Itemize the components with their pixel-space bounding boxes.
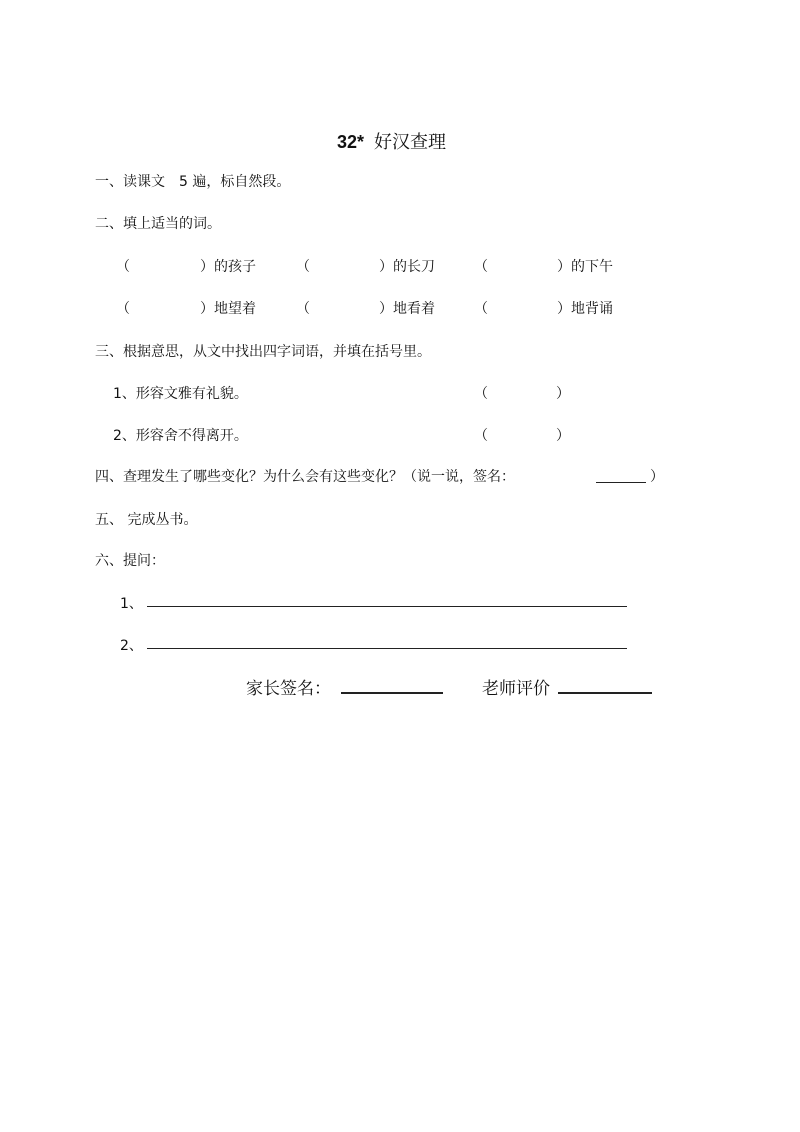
blank-open-paren: （	[474, 259, 488, 275]
question-3-item-1: 1、形容文雅有礼貌。	[113, 386, 248, 402]
lesson-number: 32*	[337, 132, 365, 152]
answer-line	[147, 648, 627, 649]
question-3-item-2: 2、形容舍不得离开。	[113, 428, 248, 444]
blank-open-paren: （	[296, 301, 310, 317]
question-1: 一、读课文 5 遍，标自然段。	[95, 174, 291, 190]
blank-suffix: ）的下午	[557, 259, 613, 275]
blank-open-paren: （	[474, 428, 488, 444]
question-2-heading: 二、填上适当的词。	[95, 216, 221, 232]
blank-suffix: ）的长刀	[379, 259, 435, 275]
question-6-heading: 六、提问：	[95, 553, 165, 569]
lesson-title: 好汉查理	[374, 132, 447, 153]
blank-open-paren: （	[474, 386, 488, 402]
signature-blank-line	[596, 482, 646, 483]
blank-suffix: ）地看着	[379, 301, 435, 317]
teacher-evaluation-line	[558, 692, 652, 694]
question-6-item-1: 1、	[120, 596, 143, 612]
question-4: 四、查理发生了哪些变化？为什么会有这些变化？（说一说，签名：	[95, 469, 515, 485]
parent-signature-label: 家长签名：	[246, 679, 331, 699]
blank-close-paren: ）	[556, 386, 570, 402]
page-title	[337, 128, 446, 154]
question-5: 五、 完成丛书。	[95, 512, 198, 528]
blank-open-paren: （	[116, 259, 130, 275]
blank-close-paren: ）	[556, 428, 570, 444]
question-4-close-paren: ）	[650, 469, 664, 485]
blank-open-paren: （	[116, 301, 130, 317]
question-3-heading: 三、根据意思，从文中找出四字词语，并填在括号里。	[95, 344, 431, 360]
question-6-item-2: 2、	[120, 638, 143, 654]
blank-open-paren: （	[296, 259, 310, 275]
blank-suffix: ）的孩子	[200, 259, 256, 275]
blank-suffix: ）地望着	[200, 301, 256, 317]
blank-suffix: ）地背诵	[557, 301, 613, 317]
parent-signature-line	[341, 692, 443, 694]
answer-line	[147, 606, 627, 607]
teacher-evaluation-label: 老师评价	[482, 679, 550, 699]
blank-open-paren: （	[474, 301, 488, 317]
